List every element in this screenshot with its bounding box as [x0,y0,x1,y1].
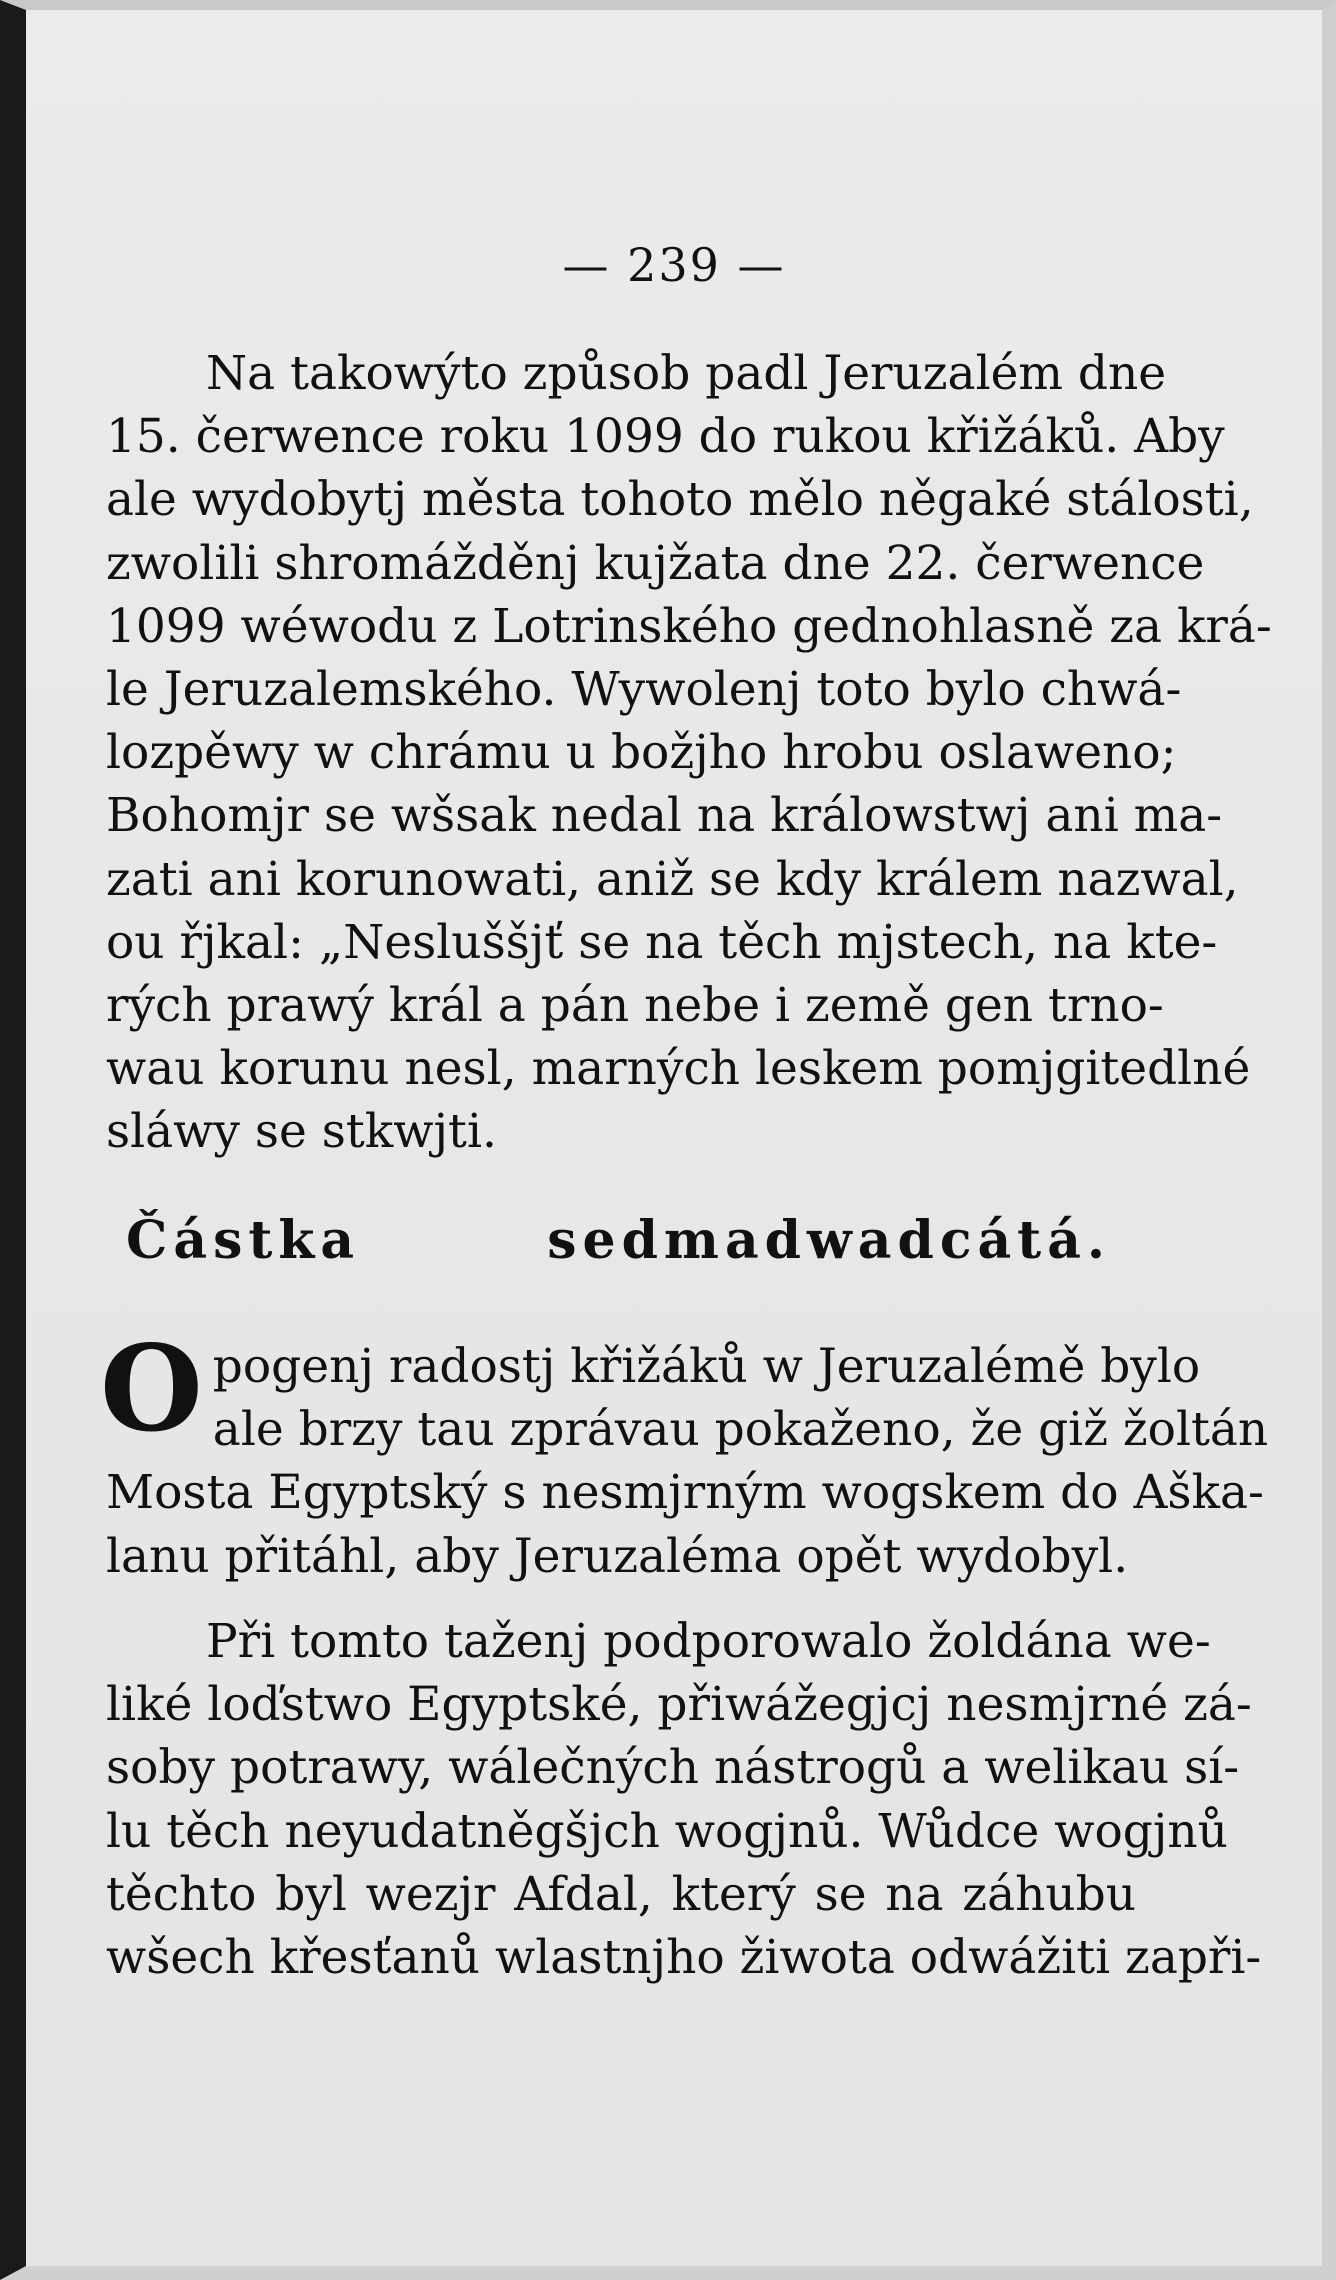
text-line: těchto byl wezjr Afdal, který se na záhubu [106,1866,1136,1922]
book-page [26,10,1322,2266]
text-line: lu těch neyudatněgšjch wogjnů. Wůdce wogjnů [106,1803,1228,1859]
drop-cap: O [100,1319,203,1458]
text-line: rých prawý král a pán nebe i země gen trno- [106,978,1164,1034]
text-line: 15. čerwence roku 1099 do rukou křižáků. Aby [106,409,1225,465]
text-line: wšech křesťanů wlastnjho žiwota odwážiti zapři- [106,1930,1262,1986]
text-line: ale wydobytj města tohoto mělo něgaké stálosti, [106,472,1254,528]
text-line: soby potrawy, wálečných nástrogů a welikau sí- [106,1740,1240,1796]
text-line: sláwy se stkwjti. [106,1104,497,1160]
text-line: Na takowýto způsob padl Jeruzalém dne [206,346,1167,401]
text-line: ou řjkal: „Nesluššjť se na těch mjstech, na kte- [106,914,1218,970]
text-line: zwolili shromážděnj kujžata dne 22. čerwence [106,535,1205,591]
text-line: zati ani korunowati, aniž se kdy králem nazwal, [106,851,1239,907]
chapter-heading: Částka sedmadwadcátá. [126,1210,1111,1271]
text-line: le Jeruzalemského. Wywolenj toto bylo chwá- [106,662,1182,718]
page-number: — 239 — [562,238,786,292]
text-line: liké loďstwo Egyptské, přiwážegjcj nesmjrné zá- [106,1677,1252,1733]
text-line: 1099 wéwodu z Lotrinského gednohlasně za krá- [106,598,1272,654]
text-line: ale brzy tau zprávau pokaženo, že giž žoltán [212,1402,1269,1458]
text-line: Mosta Egyptský s nesmjrným wogskem do Aška- [106,1465,1264,1521]
text-line: Při tomto taženj podporowalo žoldána we- [206,1614,1211,1669]
text-line: pogenj radostj křižáků w Jeruzalémě bylo [212,1339,1201,1394]
text-line: lanu přitáhl, aby Jeruzaléma opět wydobyl. [106,1528,1129,1584]
text-line: Bohomjr se wšsak nedal na králowstwj ani ma- [106,788,1223,844]
paragraph-2 [100,1319,1269,1588]
paragraph-3 [106,1610,1262,1989]
paragraph-1 [106,342,1272,1164]
text-line: wau korunu nesl, marných leskem pomjgitedlné [106,1041,1251,1097]
text-line: lozpěwy w chrámu u božjho hrobu oslaweno; [106,725,1177,781]
